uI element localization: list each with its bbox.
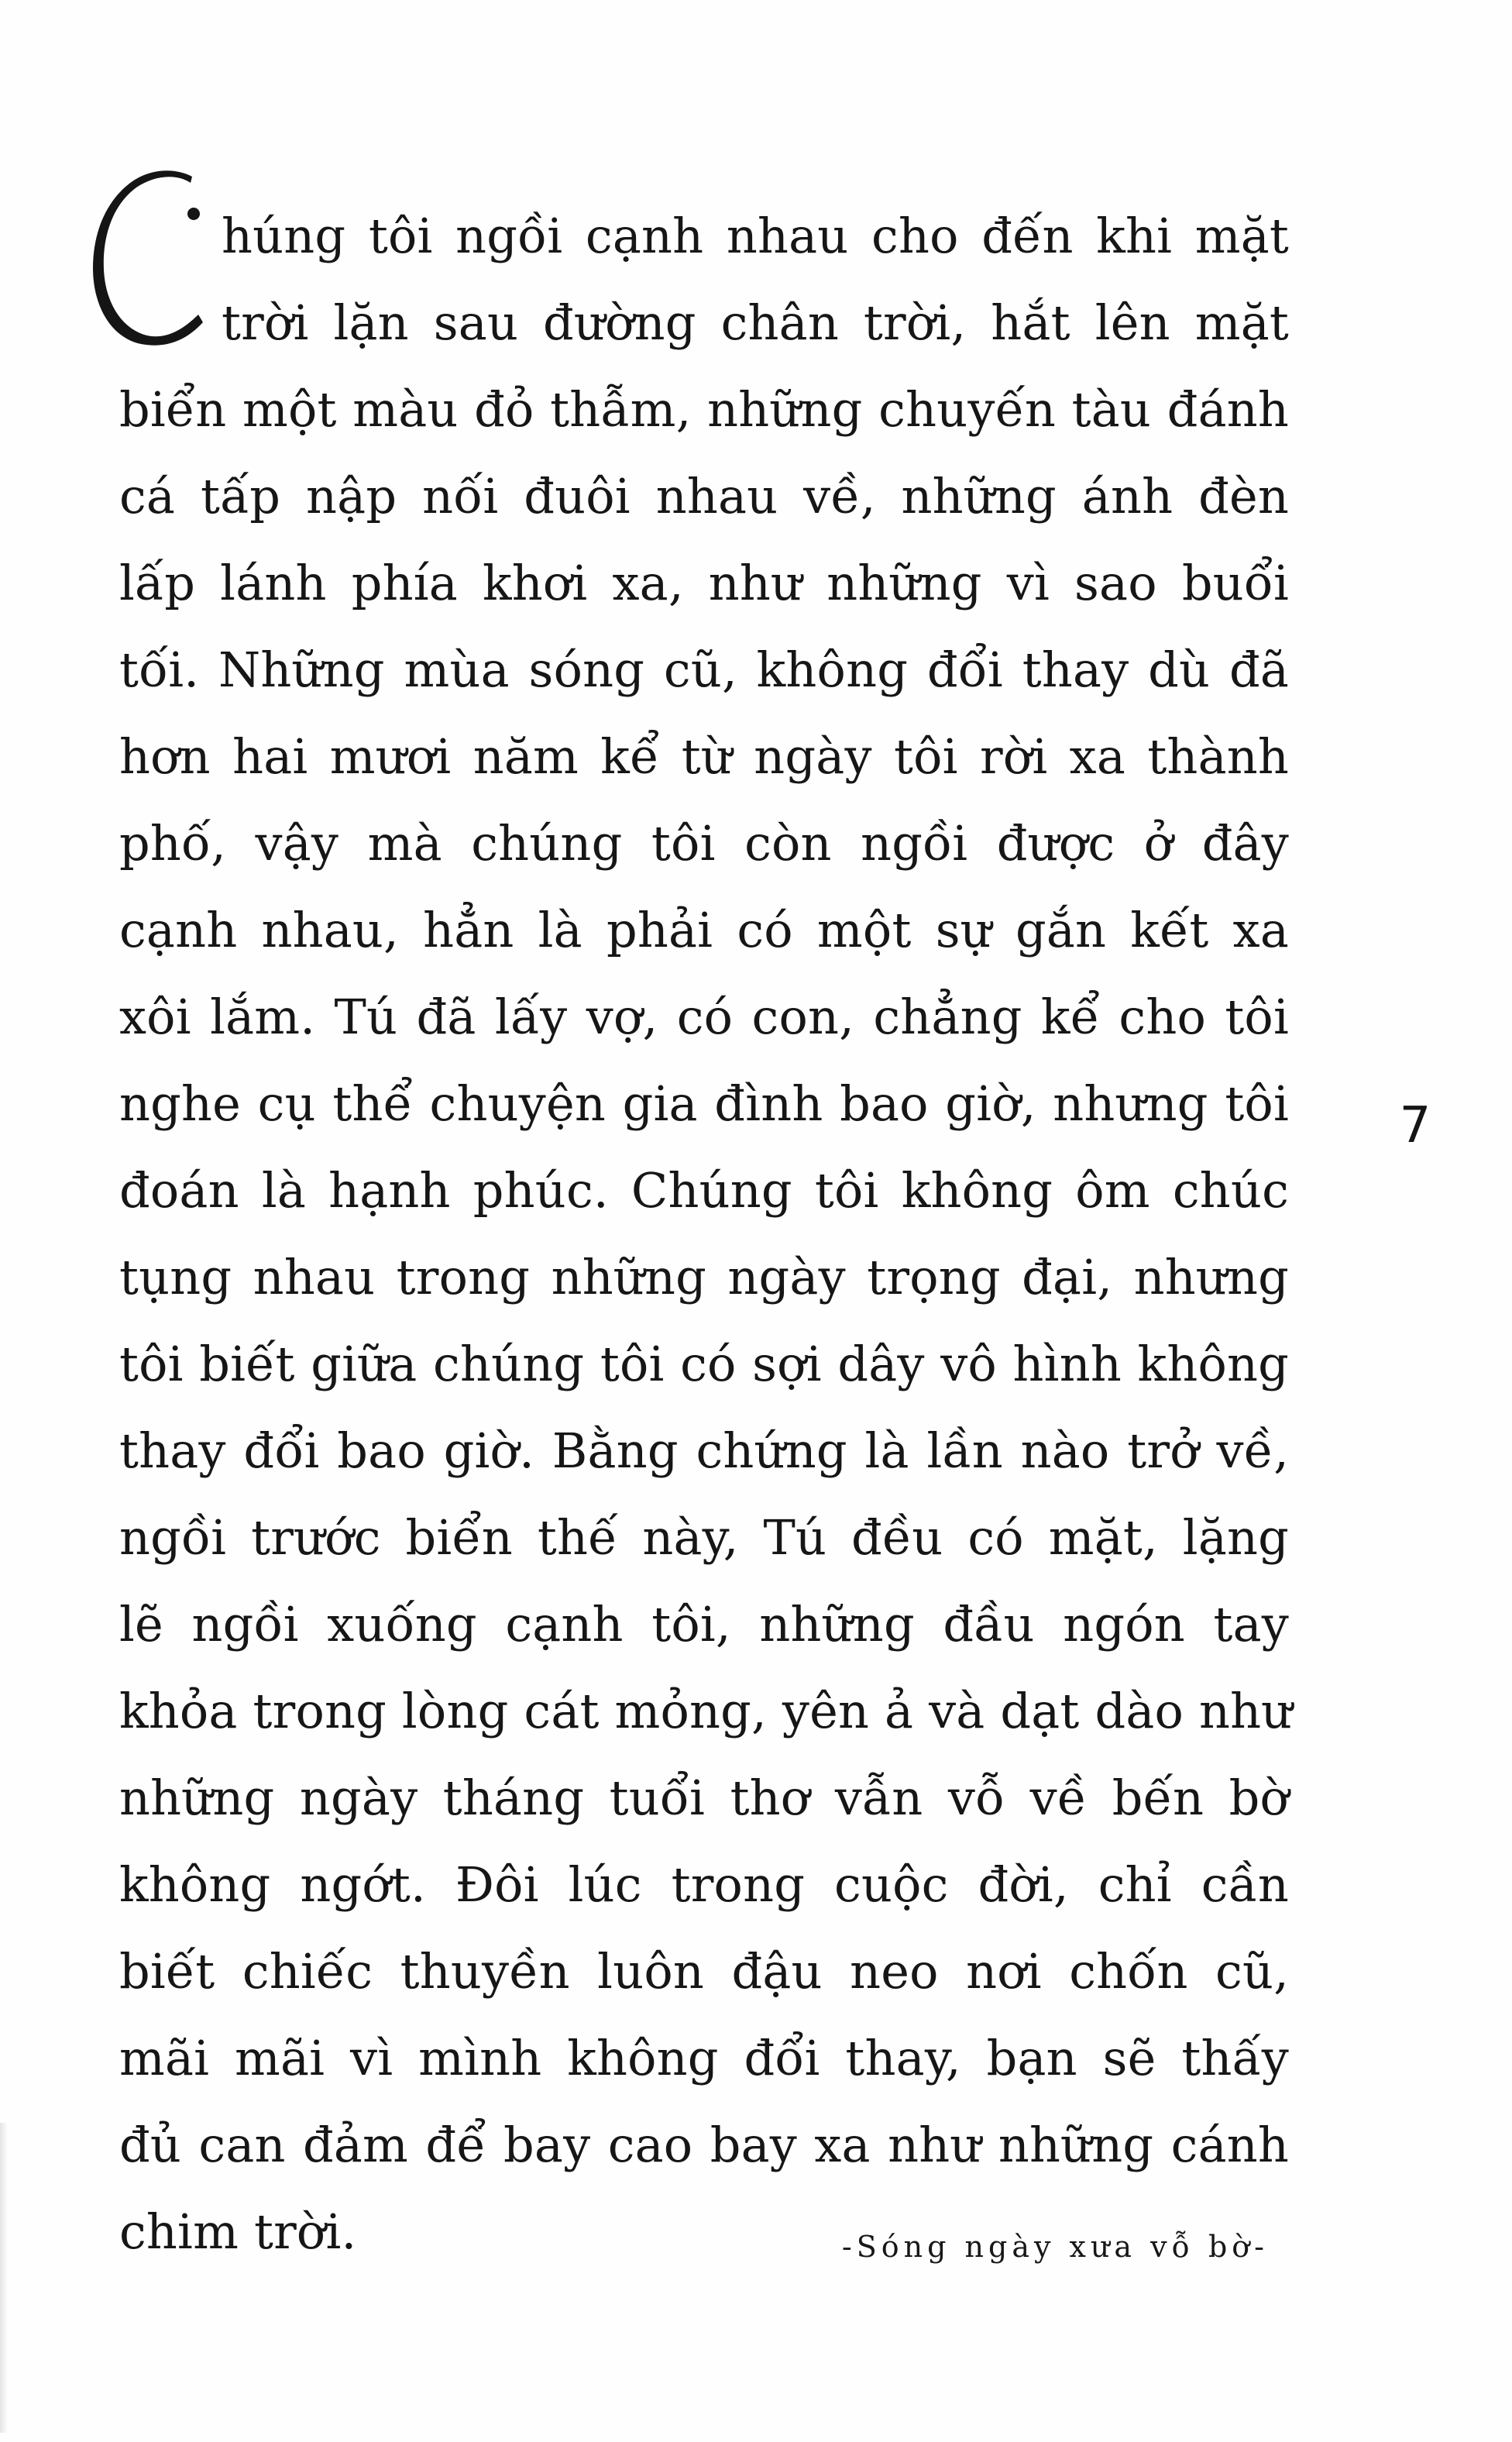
page-number: 7: [1399, 1097, 1431, 1154]
paragraph-line: những ngày tháng tuổi thơ vẫn vỗ về bến bờ: [119, 1770, 1289, 1826]
paragraph-line: chim trời.: [119, 2203, 357, 2260]
paragraph-line: tối. Những mùa sóng cũ, không đổi thay dù đã: [119, 641, 1289, 698]
paragraph-line: đủ can đảm để bay cao bay xa như những cánh: [119, 2117, 1289, 2173]
paragraph-line: tụng nhau trong những ngày trọng đại, nhưng: [119, 1249, 1289, 1305]
paragraph-line: tôi biết giữa chúng tôi có sợi dây vô hình không: [119, 1336, 1289, 1392]
paragraph-line: lấp lánh phía khơi xa, như những vì sao buổi: [119, 555, 1289, 611]
paragraph-line: cạnh nhau, hẳn là phải có một sự gắn kết xa: [119, 902, 1289, 958]
paragraph-line: cá tấp nập nối đuôi nhau về, những ánh đèn: [119, 468, 1289, 525]
paragraph-line: húng tôi ngồi cạnh nhau cho đến khi mặt: [222, 208, 1289, 264]
paragraph-line: thay đổi bao giờ. Bằng chứng là lần nào trở về,: [119, 1422, 1289, 1479]
drop-cap-letter: [91, 169, 208, 347]
paragraph-line: mãi mãi vì mình không đổi thay, bạn sẽ thấy: [119, 2030, 1289, 2086]
paragraph-line: hơn hai mươi năm kể từ ngày tôi rời xa thành: [119, 728, 1289, 785]
running-footer-title: -Sóng ngày xưa vỗ bờ-: [841, 2230, 1269, 2264]
paragraph-line: nghe cụ thể chuyện gia đình bao giờ, nhưng tôi: [119, 1075, 1289, 1132]
scan-edge-shadow: [0, 2123, 8, 2433]
paragraph-line: biển một màu đỏ thẫm, những chuyến tàu đánh: [119, 381, 1289, 438]
paragraph-line: phố, vậy mà chúng tôi còn ngồi được ở đây: [119, 815, 1289, 872]
paragraph-line: đoán là hạnh phúc. Chúng tôi không ôm chúc: [119, 1162, 1289, 1219]
paragraph-line: không ngớt. Đôi lúc trong cuộc đời, chỉ cần: [119, 1856, 1289, 1913]
paragraph-line: trời lặn sau đường chân trời, hắt lên mặt: [222, 294, 1289, 351]
paragraph-line: lẽ ngồi xuống cạnh tôi, những đầu ngón tay: [119, 1596, 1289, 1653]
paragraph-line: xôi lắm. Tú đã lấy vợ, có con, chẳng kể cho tôi: [119, 989, 1289, 1045]
paragraph-line: biết chiếc thuyền luôn đậu neo nơi chốn cũ,: [119, 1943, 1289, 2000]
paragraph-line: ngồi trước biển thế này, Tú đều có mặt, lặng: [119, 1509, 1289, 1566]
paragraph-line: khỏa trong lòng cát mỏng, yên ả và dạt dào như: [119, 1683, 1293, 1739]
